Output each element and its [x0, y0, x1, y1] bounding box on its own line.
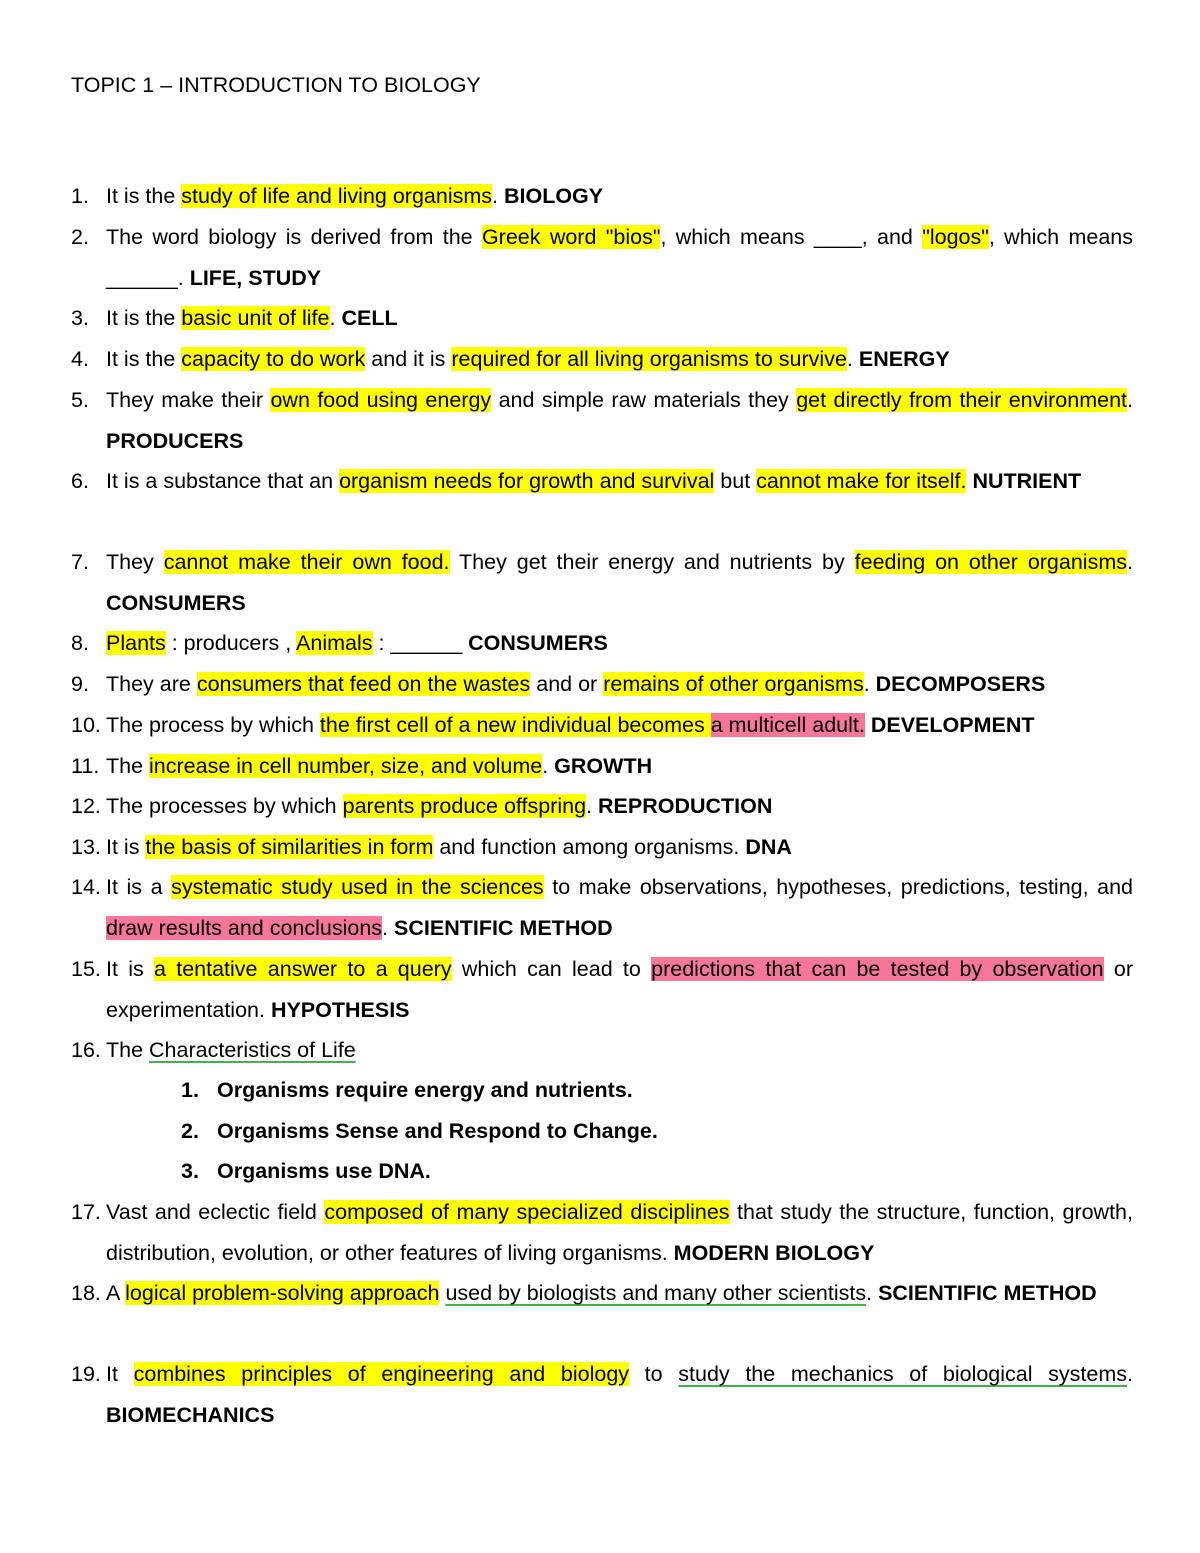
question-3	[71, 298, 1133, 339]
question-text	[106, 217, 1133, 298]
question-4	[71, 339, 1133, 380]
highlight-yellow: systematic study used in the sciences	[171, 875, 544, 899]
question-number: 5.	[71, 388, 89, 412]
question-9	[71, 664, 1133, 705]
answer-label: ENERGY	[858, 347, 950, 371]
characteristic-number: 3.	[181, 1159, 199, 1183]
answer-label: REPRODUCTION	[598, 794, 773, 818]
underlined-phrase: Characteristics of Life	[149, 1038, 356, 1062]
text-segment: .	[866, 1281, 879, 1305]
question-number: 15.	[71, 957, 101, 981]
highlight-yellow: own food using energy	[270, 388, 492, 412]
highlight-yellow: organism needs for growth and survival	[339, 469, 715, 493]
question-text	[106, 746, 1133, 787]
text-segment: They get their energy and nutrients by	[449, 550, 855, 574]
text-segment: It is a substance that an	[106, 469, 340, 493]
text-segment: Vast and eclectic field	[106, 1200, 325, 1224]
question-text	[106, 705, 1133, 746]
question-14	[71, 867, 1133, 948]
question-6	[71, 461, 1133, 502]
question-15	[71, 949, 1133, 1030]
text-segment: or experimentation.	[106, 957, 1133, 1022]
text-segment: to	[629, 1362, 679, 1386]
text-segment: .	[846, 347, 859, 371]
highlight-yellow: composed of many specialized disciplines	[324, 1200, 730, 1224]
underlined-phrase: study the mechanics of biological systems	[678, 1362, 1128, 1386]
question-16	[71, 1030, 1133, 1071]
answer-label: MODERN BIOLOGY	[673, 1240, 875, 1265]
question-17	[71, 1192, 1133, 1273]
characteristic-text: Organisms Sense and Respond to Change.	[217, 1119, 658, 1143]
question-8	[71, 623, 1133, 664]
text-segment: The	[106, 1038, 150, 1062]
highlight-pink: draw results and conclusions	[106, 915, 383, 940]
characteristic-3	[181, 1151, 431, 1192]
question-text	[106, 1030, 1133, 1071]
text-segment: and or	[530, 672, 604, 696]
text-segment: It is the	[106, 184, 182, 208]
answer-label: PRODUCERS	[106, 428, 244, 453]
text-segment: The process by which	[106, 713, 320, 737]
text-segment: .	[542, 754, 555, 778]
highlight-yellow: logical problem-solving approach	[125, 1281, 440, 1305]
highlight-yellow: the first cell of a new individual becomes	[319, 713, 711, 737]
document-title: TOPIC 1 – INTRODUCTION TO BIOLOGY	[71, 73, 481, 97]
text-segment: and it is	[365, 347, 452, 371]
underlined-phrase: used by biologists and many other scientists	[445, 1281, 867, 1305]
highlight-yellow: Animals	[296, 631, 373, 655]
question-number: 17.	[71, 1200, 101, 1224]
text-segment: .	[1127, 550, 1133, 574]
answer-label: BIOMECHANICS	[106, 1402, 275, 1427]
characteristic-text: Organisms require energy and nutrients.	[217, 1078, 633, 1102]
text-segment: They	[106, 550, 164, 574]
text-segment: It is	[106, 957, 155, 981]
text-segment: A	[106, 1281, 126, 1305]
question-number: 9.	[71, 672, 89, 696]
answer-label: SCIENTIFIC METHOD	[394, 915, 613, 940]
text-segment: It is the	[106, 306, 182, 330]
answer-label: CELL	[341, 306, 398, 330]
text-segment: and simple raw materials they	[491, 388, 797, 412]
highlight-yellow: cannot make for itself.	[756, 469, 967, 493]
text-segment: , which means ______.	[106, 225, 1133, 290]
highlight-yellow: Greek word "bios"	[481, 225, 661, 249]
highlight-pink: predictions that can be tested by observation	[651, 957, 1104, 981]
answer-label: GROWTH	[554, 754, 653, 778]
characteristic-number: 1.	[181, 1078, 199, 1102]
question-number: 4.	[71, 347, 89, 371]
question-text	[106, 461, 1133, 502]
question-text	[106, 339, 1133, 380]
highlight-yellow: a tentative answer to a query	[154, 957, 452, 981]
text-segment: .	[492, 184, 504, 208]
text-segment: The word biology is derived from the	[106, 225, 482, 249]
answer-label: NUTRIENT	[972, 469, 1082, 493]
text-segment: .	[586, 794, 598, 818]
question-12	[71, 786, 1133, 827]
question-number: 10.	[71, 713, 101, 737]
text-segment: and function among organisms.	[433, 835, 746, 859]
characteristic-2	[181, 1111, 658, 1152]
characteristic-number: 2.	[181, 1119, 199, 1143]
question-text	[106, 1273, 1133, 1314]
answer-label: DEVELOPMENT	[870, 713, 1035, 737]
text-segment: They make their	[106, 388, 271, 412]
highlight-yellow: increase in cell number, size, and volume	[149, 754, 543, 778]
question-2	[71, 217, 1133, 298]
text-segment: which can lead to	[451, 957, 652, 981]
highlight-yellow: "logos"	[922, 225, 989, 249]
question-number: 3.	[71, 306, 89, 330]
answer-label: CONSUMERS	[468, 631, 608, 655]
highlight-yellow: parents produce offspring	[342, 794, 587, 818]
question-text	[106, 176, 1133, 217]
highlight-yellow: study of life and living organisms	[181, 184, 493, 208]
question-number: 11.	[71, 754, 100, 778]
answer-label: CONSUMERS	[106, 590, 246, 615]
answer-label: HYPOTHESIS	[270, 997, 410, 1022]
question-number: 2.	[71, 225, 89, 249]
highlight-yellow: capacity to do work	[181, 347, 366, 371]
text-segment: It is	[106, 835, 146, 859]
text-segment: It is a	[106, 875, 172, 899]
highlight-yellow: combines principles of engineering and biology	[133, 1362, 630, 1386]
question-text	[106, 664, 1133, 705]
text-segment: .	[382, 915, 395, 940]
question-19	[71, 1354, 1133, 1435]
text-segment: .	[863, 672, 876, 696]
highlight-yellow: cannot make their own food.	[163, 550, 450, 574]
answer-label: DECOMPOSERS	[875, 672, 1046, 696]
question-text	[106, 949, 1133, 1030]
question-text	[106, 827, 1133, 868]
question-number: 13.	[71, 835, 101, 859]
question-11	[71, 746, 1133, 787]
question-text	[106, 867, 1133, 948]
question-number: 19.	[71, 1362, 101, 1386]
highlight-pink: a multicell adult.	[710, 713, 865, 737]
text-segment: to make observations, hypotheses, predictions, testing, and	[543, 875, 1133, 899]
text-segment: It is the	[106, 347, 182, 371]
highlight-yellow: required for all living organisms to survive	[451, 347, 847, 371]
text-segment: .	[1127, 388, 1133, 412]
question-number: 18.	[71, 1281, 101, 1305]
text-segment: : ______	[372, 631, 469, 655]
question-7	[71, 542, 1133, 623]
question-number: 16.	[71, 1038, 101, 1062]
characteristic-text: Organisms use DNA.	[217, 1159, 431, 1183]
highlight-yellow: the basis of similarities in form	[145, 835, 434, 859]
highlight-yellow: Plants	[106, 631, 166, 655]
question-10	[71, 705, 1133, 746]
characteristic-1	[181, 1070, 633, 1111]
answer-label: SCIENTIFIC METHOD	[878, 1281, 1097, 1305]
text-segment: They are	[106, 672, 197, 696]
question-18	[71, 1273, 1133, 1314]
question-number: 12.	[71, 794, 101, 818]
text-segment: : producers ,	[165, 631, 297, 655]
text-segment: The processes by which	[106, 794, 343, 818]
question-number: 1.	[71, 184, 89, 208]
question-text	[106, 1354, 1133, 1435]
text-segment: The	[106, 754, 150, 778]
answer-label: BIOLOGY	[503, 184, 604, 208]
question-1	[71, 176, 1133, 217]
highlight-yellow: basic unit of life	[181, 306, 330, 330]
question-text	[106, 298, 1133, 339]
question-text	[106, 786, 1133, 827]
question-text	[106, 1192, 1133, 1273]
question-text	[106, 623, 1133, 664]
highlight-yellow: feeding on other organisms	[854, 550, 1127, 574]
text-segment: It	[106, 1362, 134, 1386]
text-segment: but	[714, 469, 757, 493]
text-segment: that study the structure, function, growth, distribution, evolution, or other features of living organisms.	[106, 1200, 1133, 1265]
text-segment: .	[1127, 1362, 1133, 1386]
question-number: 8.	[71, 631, 89, 655]
text-segment: .	[329, 306, 342, 330]
question-number: 6.	[71, 469, 89, 493]
highlight-yellow: consumers that feed on the wastes	[196, 672, 531, 696]
highlight-yellow: get directly from their environment	[796, 388, 1128, 412]
text-segment: , which means ____, and	[660, 225, 923, 249]
question-number: 7.	[71, 550, 89, 574]
highlight-yellow: remains of other organisms	[603, 672, 864, 696]
question-5	[71, 380, 1133, 461]
answer-label: DNA	[745, 835, 792, 859]
question-text	[106, 542, 1133, 623]
question-number: 14.	[71, 875, 101, 899]
question-text	[106, 380, 1133, 461]
question-13	[71, 827, 1133, 868]
answer-label: LIFE, STUDY	[189, 265, 322, 290]
